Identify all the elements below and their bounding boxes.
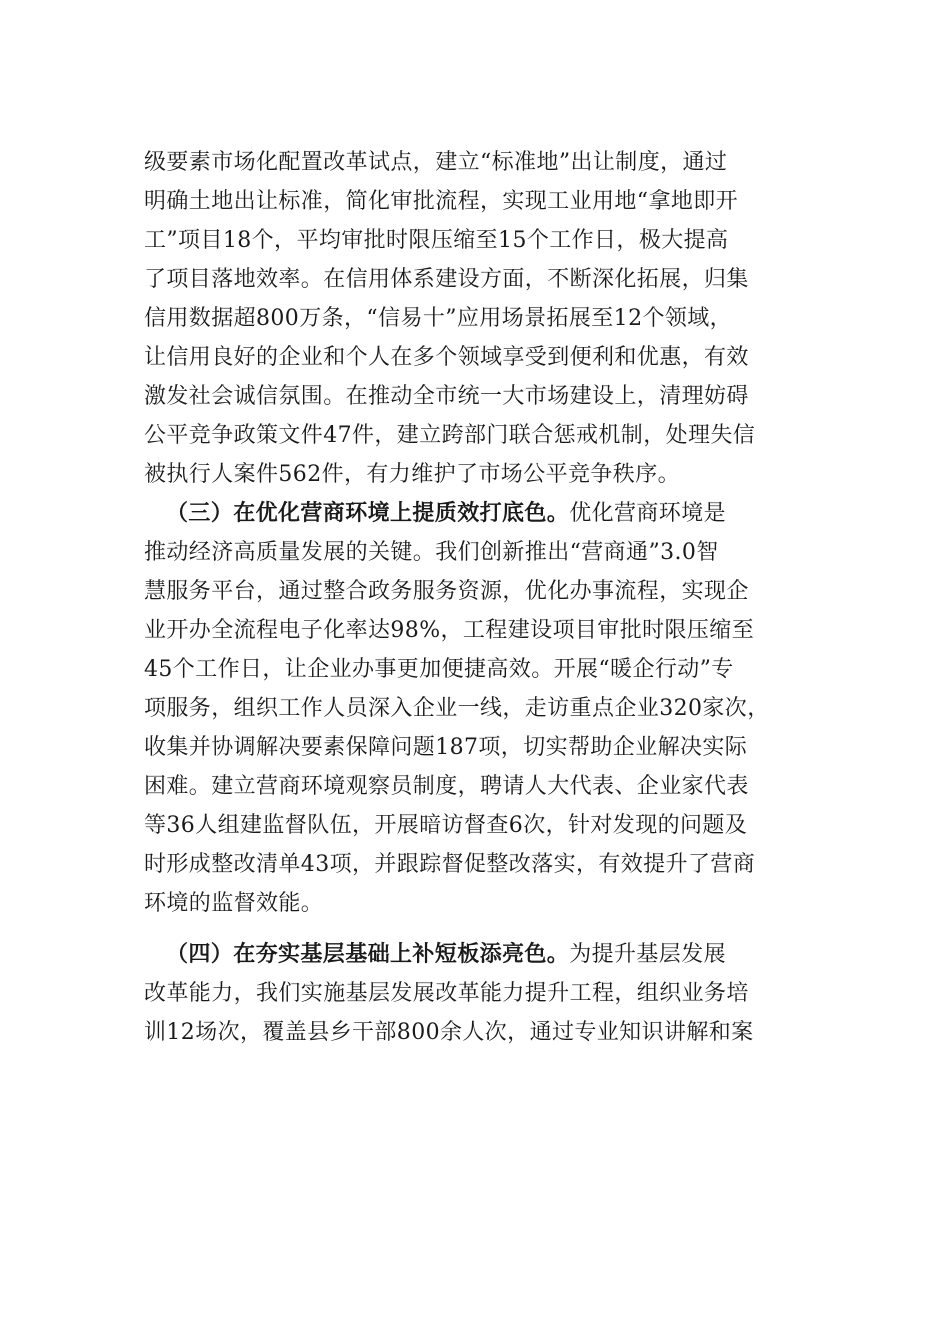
text-line: 业开办全流程电子化率达98%，工程建设项目审批时限压缩至 [144,618,755,643]
text-line: 环境的监督效能。 [144,891,324,916]
text-line: 等36人组建监督队伍，开展暗访督查6次，针对发现的问题及 [144,813,748,838]
section-heading-4: （四）在夯实基层基础上补短板添亮色。 [166,941,570,967]
text-line: 公平竞争政策文件47件，建立跨部门联合惩戒机制，处理失信 [144,423,756,448]
text-line: 让信用良好的企业和个人在多个领域享受到便利和优惠，有效 [144,345,749,370]
text-line: 工”项目18个，平均审批时限压缩至15个工作日，极大提高 [144,228,729,253]
text-line: 改革能力，我们实施基层发展改革能力提升工程，组织业务培 [144,981,749,1006]
text-line: 级要素市场化配置改革试点，建立“标准地”出让制度，通过 [144,150,728,175]
text-line: 困难。建立营商环境观察员制度，聘请人大代表、企业家代表 [144,774,749,799]
text-line: 了项目落地效率。在信用体系建设方面，不断深化拓展，归集 [144,267,749,292]
section-heading-line [144,494,834,533]
text-line: 收集并协调解决要素保障问题187项，切实帮助企业解决实际 [144,735,748,760]
text-line: 明确土地出让标准，简化审批流程，实现工业用地“拿地即开 [144,189,739,214]
heading-line-rest: 为提升基层发展 [569,942,727,967]
document-body [144,143,834,1052]
text-line: 训12场次，覆盖县乡干部800余人次，通过专业知识讲解和案 [144,1020,754,1045]
section-heading-line [144,935,834,974]
text-line: 被执行人案件562件，有力维护了市场公平竞争秩序。 [144,462,680,487]
section-heading-3: （三）在优化营商环境上提质效打底色。 [166,500,570,526]
text-line: 时形成整改清单43项，并跟踪督促整改落实，有效提升了营商 [144,852,756,877]
text-line: 推动经济高质量发展的关键。我们创新推出“营商通”3.0智 [144,540,719,565]
text-line: 信用数据超800万条，“信易十”应用场景拓展至12个领域， [144,306,733,331]
text-line: 项服务，组织工作人员深入企业一线，走访重点企业320家次， [144,696,770,721]
paragraph-gap [144,923,834,935]
text-line: 慧服务平台，通过整合政务服务资源，优化办事流程，实现企 [144,579,749,604]
heading-line-rest: 优化营商环境是 [569,501,727,526]
text-line: 45个工作日，让企业办事更加便捷高效。开展“暖企行动”专 [144,657,734,682]
text-line: 激发社会诚信氛围。在推动全市统一大市场建设上，清理妨碍 [144,384,749,409]
